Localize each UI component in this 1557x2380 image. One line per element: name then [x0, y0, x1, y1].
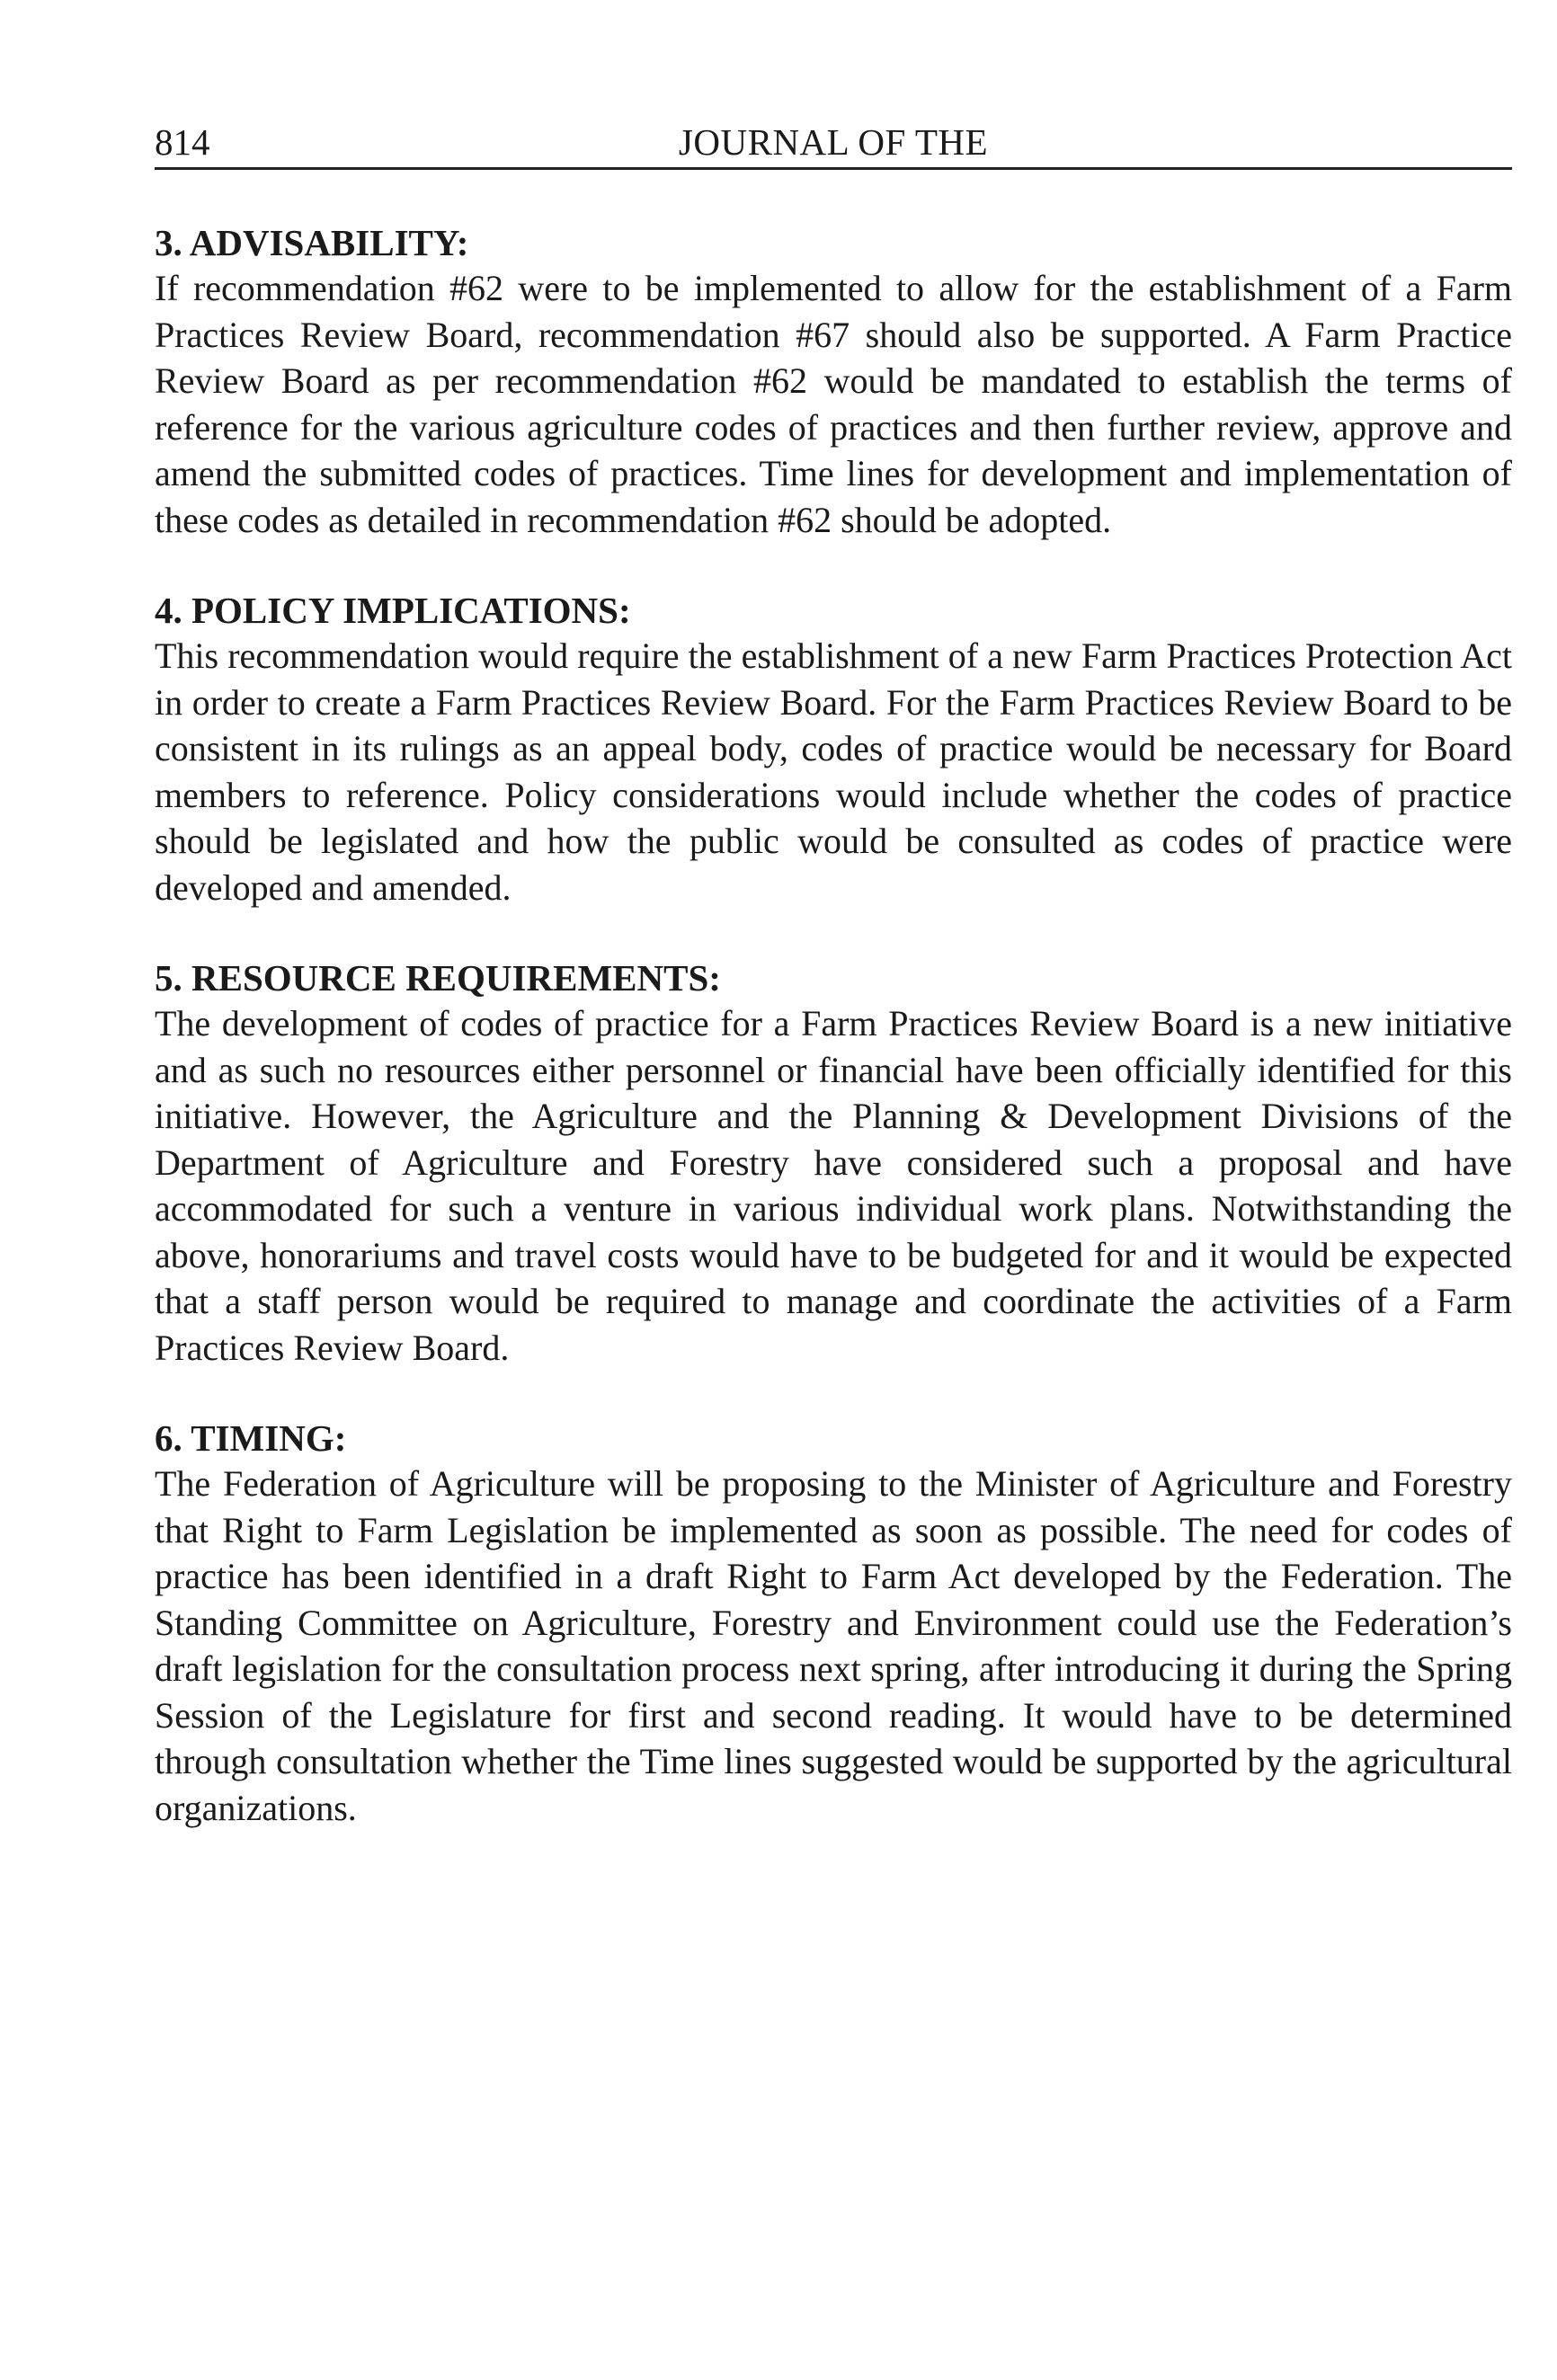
section-heading: 5. RESOURCE REQUIREMENTS: — [155, 957, 721, 999]
section-body: This recommendation would require the establishment of a new Farm Practices Protection Act in order to create a Farm Practices Review Board. For the Farm Practices Review Board to be consistent in its rulings as an appeal body, codes of practice would be necessary for Board members to reference. Policy considerations would include whether the codes of practice should be legislated and how the public would be consulted as codes of practice were developed and amended. — [155, 635, 1512, 908]
section-heading: 4. POLICY IMPLICATIONS: — [155, 590, 631, 631]
section-heading: 6. TIMING: — [155, 1417, 347, 1459]
section-policy-implications — [155, 588, 1512, 910]
running-head — [155, 117, 1512, 170]
page-number: 814 — [155, 121, 210, 163]
journal-title: JOURNAL OF THE — [678, 121, 989, 163]
section-body: The development of codes of practice for a Farm Practices Review Board is a new initiative and as such no resources either personnel or financial have been officially identified for this initiative. However, the Agriculture and the Planning & Development Divisions of the Department of Agriculture and Forestry have considered such a proposal and have accommodated for such a venture in various individual work plans. Notwithstanding the above, honorariums and travel costs would have to be budgeted for and it would be expected that a staff person would be required to manage and coordinate the activities of a Farm Practices Review Board. — [155, 1003, 1512, 1368]
section-resource-requirements — [155, 955, 1512, 1371]
section-timing — [155, 1416, 1512, 1831]
section-heading: 3. ADVISABILITY: — [155, 222, 469, 263]
section-body: If recommendation #62 were to be implemented to allow for the establishment of a Farm Practices Review Board, recommendation #67 should also be supported. A Farm Practice Review Board as per recommendation #62 would be mandated to establish the terms of reference for the various agriculture codes of practices and then further review, approve and amend the submitted codes of practices. Time lines for development and implementation of these codes as detailed in recommendation #62 should be adopted. — [155, 268, 1512, 540]
section-body: The Federation of Agriculture will be proposing to the Minister of Agriculture and Forestry that Right to Farm Legislation be implemented as soon as possible. The need for codes of practice has been identified in a draft Right to Farm Act developed by the Federation. The Standing Committee on Agriculture, Forestry and Environment could use the Federation’s draft legislation for the consultation process next spring, after introducing it during the Spring Session of the Legislature for first and second reading. It would have to be determined through consultation whether the Time lines suggested would be supported by the agricultural organizations. — [155, 1463, 1512, 1828]
section-advisability — [155, 220, 1512, 543]
document-page — [155, 117, 1512, 1831]
